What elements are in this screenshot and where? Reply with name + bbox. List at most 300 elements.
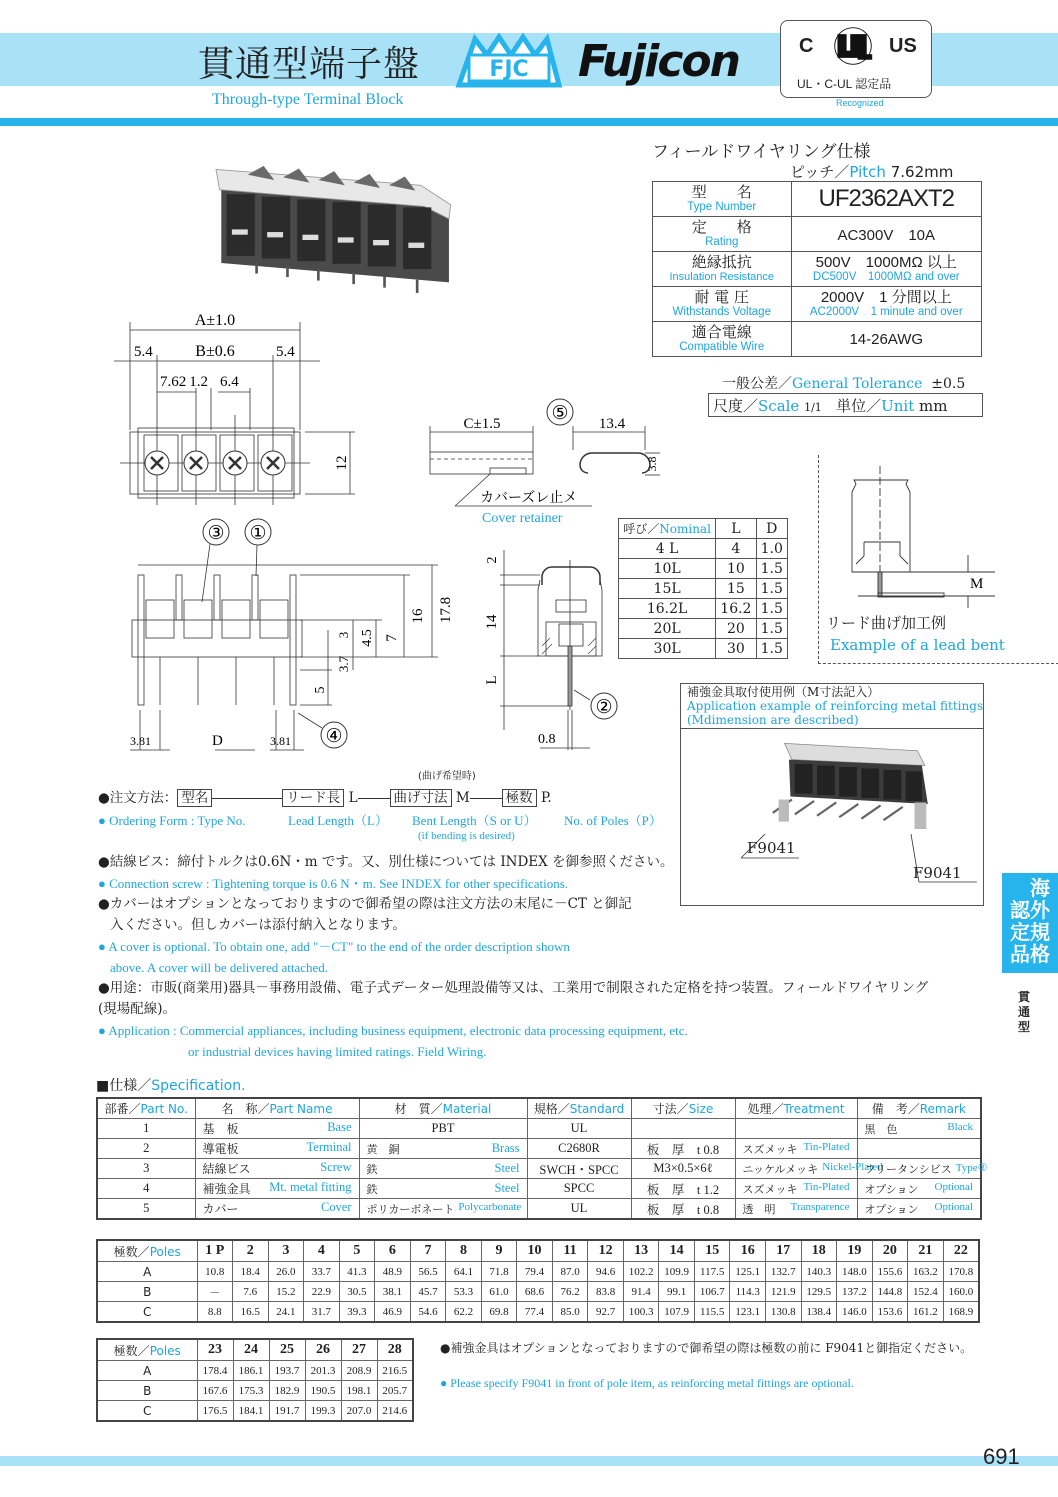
note-application-jp2: (現場配線)。	[98, 1001, 177, 1017]
note-screw-en: ● Connection screw : Tightening torque is 0.6 N・m. See INDEX for other specifications.	[98, 876, 568, 891]
poles-value-cell: 170.8	[943, 1262, 979, 1282]
spec-header-en: Treatment	[783, 1102, 845, 1116]
nominal-cell: 1.5	[756, 559, 787, 579]
fjc-logo-text: FJC	[489, 57, 529, 82]
header-rule	[0, 118, 1058, 126]
ordering-m: M	[455, 790, 470, 806]
spec-value-jp: 鉄	[366, 1162, 378, 1176]
nominal-row	[619, 639, 788, 659]
spec-value: 板 厚 t 0.8	[646, 1202, 720, 1217]
poles-value-cell: 214.6	[377, 1401, 413, 1422]
specification-table	[96, 1097, 988, 1220]
poles-value-cell: 45.7	[410, 1282, 446, 1302]
ordering-en-poles: No. of Poles（P）	[564, 813, 662, 828]
poles-value-cell: 48.9	[375, 1262, 411, 1282]
product-photo	[196, 150, 476, 300]
spec-header-en: Part Name	[269, 1102, 333, 1116]
poles-row-label: B	[97, 1282, 197, 1302]
poles-value-cell: 148.0	[837, 1262, 873, 1282]
spec-cell	[527, 1199, 631, 1220]
spec-value: 板 厚 t 1.2	[646, 1182, 720, 1197]
dim-cover-height: 3.8	[645, 456, 659, 472]
nominal-header-l: L	[716, 519, 756, 539]
poles-header-cell: 1 P	[197, 1240, 233, 1262]
spec-header-jp: 寸法／	[652, 1102, 689, 1116]
poles-header-cell: 5	[339, 1240, 375, 1262]
poles-value-cell: 190.5	[305, 1381, 341, 1401]
notes-section-2	[98, 978, 998, 1062]
spec-header-row	[97, 1098, 981, 1119]
spec-value: UL	[570, 1201, 588, 1215]
poles-table-1	[96, 1239, 980, 1323]
tolerance-en: General Tolerance	[792, 376, 923, 392]
poles-header-cell: 3	[268, 1240, 304, 1262]
application-example-box	[680, 683, 984, 906]
callout-3: ③	[207, 523, 225, 544]
note-application-en: ● Application : Commercial appliances, including business equipment, electronic data processing equipment, etc.	[98, 1023, 688, 1038]
poles-value-cell: 168.9	[943, 1302, 979, 1323]
poles-value-cell: 53.3	[446, 1282, 482, 1302]
spec-cell	[735, 1179, 857, 1199]
front-view-drawing	[110, 510, 460, 760]
poles-header-cell: 15	[694, 1240, 730, 1262]
ordering-en-bent: Bent Length（S or U）	[412, 813, 537, 828]
pitch-value: 7.62mm	[890, 163, 954, 181]
ul-recognized: Recognized	[836, 98, 884, 108]
spec-value-en: Transparence	[790, 1200, 850, 1213]
spec-cell	[857, 1119, 981, 1139]
poles-header-cell: 14	[659, 1240, 695, 1262]
ordering-form-en: ● Ordering Form : Type No. Lead Length（L） Bent Length（S or U） No. of Poles（P） (if bending is desired)	[98, 810, 658, 852]
spec-value-en: Steel	[494, 1180, 520, 1195]
voltage-label-jp: 耐 電 圧	[694, 288, 750, 306]
poles-value-cell: 132.7	[766, 1262, 802, 1282]
voltage-value: 2000V 1 分間以上	[820, 289, 952, 306]
spec-cell	[97, 1199, 195, 1220]
poles-value-cell: 146.0	[837, 1302, 873, 1323]
poles-value-cell: 130.8	[766, 1302, 802, 1323]
page-title: 貫通型端子盤	[198, 44, 421, 85]
spec-cell	[857, 1159, 988, 1179]
spec-value: 2	[143, 1141, 150, 1155]
spec-value-en: Tin-Plated	[803, 1140, 850, 1153]
spec-value: C2680R	[558, 1141, 600, 1155]
poles-value-cell: 115.5	[694, 1302, 730, 1323]
spec-cell	[631, 1119, 735, 1139]
application-example-header	[681, 684, 983, 729]
poles-header-cell: 4	[304, 1240, 340, 1262]
callout-4: ④	[325, 726, 343, 747]
poles-value-cell: 193.7	[269, 1361, 305, 1381]
ordering-box-lead: リード長	[282, 789, 344, 807]
spec-cell	[195, 1199, 359, 1220]
pitch-label	[790, 161, 953, 182]
spec-value: 5	[143, 1201, 150, 1215]
poles-value-cell: 107.9	[659, 1302, 695, 1323]
spec-cell	[631, 1159, 735, 1179]
spec-header-jp: 材 質／	[394, 1102, 443, 1116]
spec-cell	[359, 1179, 527, 1199]
fitting-label-1: F9041	[747, 839, 796, 857]
dim-5: 5	[313, 686, 328, 694]
scale-en: Scale	[758, 397, 800, 415]
cover-retainer-jp: カバーズレ止メ	[480, 490, 578, 506]
ul-us: US	[889, 35, 917, 57]
spec-value-en: Steel	[494, 1160, 520, 1175]
callout-1: ①	[249, 523, 267, 544]
page-subtitle: Through-type Terminal Block	[212, 91, 404, 108]
rating-label-jp: 定 格	[691, 218, 752, 236]
poles-table-2	[96, 1338, 414, 1422]
spec-value-jp: フリータンシビス	[864, 1162, 952, 1176]
spec-cell	[735, 1199, 857, 1220]
spec-cell	[857, 1139, 981, 1159]
nominal-cell: 1.0	[756, 539, 787, 559]
dim-3-7: 3.7	[336, 655, 351, 673]
nominal-header-d: D	[756, 519, 787, 539]
side-tab-line4: 品格	[1010, 942, 1050, 966]
fjc-logo	[455, 33, 563, 88]
dim-b: B±0.6	[195, 343, 235, 360]
spec-value-en: Base	[327, 1120, 352, 1134]
spec-value-jp: スズメッキ	[742, 1142, 798, 1156]
spec-value: 板 厚 t 0.8	[646, 1142, 720, 1157]
spec-value-jp: 補強金具	[202, 1182, 251, 1196]
poles-header-cell: 25	[269, 1339, 305, 1361]
unit-jp: 単位／	[836, 397, 882, 415]
fitting-label-2: F9041	[913, 864, 962, 882]
poles-label-jp: 極数／	[113, 1244, 150, 1259]
unit-value: mm	[919, 397, 948, 415]
poles-value-cell: 178.4	[197, 1361, 233, 1381]
spec-cell	[527, 1179, 631, 1199]
spec-value-jp: カバー	[202, 1202, 239, 1216]
nominal-cell: 20	[716, 619, 756, 639]
poles-value-cell: 69.8	[481, 1302, 517, 1323]
cover-retainer-en: Cover retainer	[482, 511, 563, 526]
poles-value-cell: 99.1	[659, 1282, 695, 1302]
dim-side-2: 2	[485, 556, 500, 564]
lead-bent-drawing	[830, 460, 1000, 610]
poles-value-cell: －	[197, 1282, 233, 1302]
spec-cell	[97, 1159, 195, 1179]
spec-value-en: Polycarbonate	[458, 1200, 522, 1213]
spec-value-en: Black	[947, 1120, 973, 1133]
app-title-en1: Application example of reinforcing metal fittings	[687, 699, 984, 713]
poles-row-label: A	[97, 1262, 197, 1282]
general-tolerance	[722, 373, 965, 393]
poles-value-cell: 175.3	[233, 1381, 269, 1401]
spec-value-jp: オプション	[864, 1182, 919, 1196]
insulation-value: 500V 1000MΩ 以上	[815, 254, 957, 271]
ordering-form-jp	[98, 788, 552, 809]
footer-band	[0, 1456, 1058, 1466]
rating-row-voltage	[653, 287, 982, 322]
poles-value-cell: 117.5	[694, 1262, 730, 1282]
poles-value-cell: 94.6	[588, 1262, 624, 1282]
poles-value-cell: 153.6	[872, 1302, 908, 1323]
poles-value-cell: 39.3	[339, 1302, 375, 1323]
poles-value-cell: 208.9	[341, 1361, 377, 1381]
poles-value-cell: 140.3	[801, 1262, 837, 1282]
side-tab-line3: 定規	[1010, 920, 1050, 944]
poles-header-cell: 10	[517, 1240, 553, 1262]
spec-value-en: Optional	[934, 1180, 973, 1193]
ordering-en-lead: Lead Length（L）	[288, 813, 388, 828]
dim-d: D	[212, 733, 223, 749]
poles-row-c	[97, 1302, 979, 1323]
nominal-row	[619, 619, 788, 639]
spec-value-en: Mt. metal fitting	[269, 1180, 352, 1194]
spec-header-en: Standard	[569, 1102, 625, 1116]
nominal-cell: 10L	[619, 559, 716, 579]
rating-row-wire	[653, 322, 982, 357]
spec-header-jp: 処理／	[747, 1102, 784, 1116]
wire-label-en: Compatible Wire	[679, 341, 765, 353]
lead-bent-m: M	[970, 576, 984, 592]
fitting-note-en: ● Please specify F9041 in front of pole item, as reinforcing metal fittings are optional.	[440, 1376, 854, 1390]
note-cover-en: ● A cover is optional. To obtain one, add "－CT" to the end of the order description shown	[98, 939, 570, 954]
poles-header-cell: 2	[233, 1240, 269, 1262]
dim-cover-width: 13.4	[598, 416, 626, 432]
ordering-box-type: 型名	[177, 789, 212, 807]
poles-header-cell: 13	[623, 1240, 659, 1262]
poles-value-cell: 38.1	[375, 1282, 411, 1302]
dim-height: 12	[334, 455, 350, 471]
poles-value-cell: 184.1	[233, 1401, 269, 1422]
spec-title-jp: ■仕様／	[96, 1078, 152, 1094]
note-cover-jp2: 入ください。但しカバーは添付納入となります。	[110, 917, 406, 933]
poles-value-cell: 62.2	[446, 1302, 482, 1323]
spec-cell	[97, 1179, 195, 1199]
poles-value-cell: 41.3	[339, 1262, 375, 1282]
spec-row	[97, 1159, 981, 1179]
poles-header-cell: 28	[377, 1339, 413, 1361]
voltage-label-en: Withstands Voltage	[672, 306, 771, 318]
poles-value-cell: 125.1	[730, 1262, 766, 1282]
dim-17-8: 17.8	[438, 596, 454, 624]
dim-side-right: 5.4	[276, 344, 295, 360]
poles-value-cell: 186.1	[233, 1361, 269, 1381]
poles-header-row	[97, 1240, 979, 1262]
poles-header-cell: 21	[908, 1240, 944, 1262]
rating-value: AC300V 10A	[791, 217, 981, 252]
dim-side-left: 5.4	[134, 344, 153, 360]
insulation-value-en: DC500V 1000MΩ and over	[812, 271, 960, 283]
spec-header-en: Material	[442, 1102, 492, 1116]
bullet: ●	[98, 790, 110, 806]
note-cover-en2: above. A cover will be delivered attached.	[110, 960, 329, 975]
poles-value-cell: 10.8	[197, 1262, 233, 1282]
spec-cell	[195, 1159, 359, 1179]
spec-value-en: Cover	[320, 1200, 352, 1214]
poles-row-c	[97, 1401, 413, 1422]
poles-value-cell: 16.5	[233, 1302, 269, 1323]
poles-header-cell: 17	[766, 1240, 802, 1262]
spec-cell	[527, 1159, 631, 1179]
poles-row-b	[97, 1381, 413, 1401]
poles-value-cell: 207.0	[341, 1401, 377, 1422]
poles-header-cell: 6	[375, 1240, 411, 1262]
poles-row-a	[97, 1361, 413, 1381]
poles-value-cell: 26.0	[268, 1262, 304, 1282]
type-label-en: Type Number	[687, 201, 757, 213]
spec-row	[97, 1179, 981, 1199]
ordering-lead-jp: 注文方法：	[109, 790, 178, 806]
spec-value-en: Type②	[955, 1161, 988, 1174]
tolerance-value: ±0.5	[931, 376, 966, 392]
spec-value-jp: 黒 色	[864, 1122, 898, 1136]
spec-cell	[195, 1179, 359, 1199]
pitch-jp: ピッチ／	[790, 163, 850, 181]
poles-value-cell: 46.9	[375, 1302, 411, 1323]
spec-value: SWCH・SPCC	[539, 1162, 619, 1177]
poles-value-cell: 152.4	[908, 1282, 944, 1302]
spec-row	[97, 1139, 981, 1159]
pitch-en: Pitch	[849, 163, 886, 181]
spec-value: 3	[143, 1161, 150, 1175]
dim-3: 3	[336, 631, 351, 639]
fitting-note-jp: ●補強金具はオプションとなっておりますので御希望の際は極数の前に F9041と御指定ください。	[440, 1341, 973, 1355]
nominal-cell: 30	[716, 639, 756, 659]
poles-value-cell: 160.0	[943, 1282, 979, 1302]
poles-value-cell: 22.9	[304, 1282, 340, 1302]
poles-header-cell: 9	[481, 1240, 517, 1262]
spec-cell	[97, 1139, 195, 1159]
poles-row-label: C	[97, 1302, 197, 1323]
wire-value: 14-26AWG	[791, 322, 981, 357]
spec-title-en: Specification.	[151, 1078, 246, 1094]
side-tab-sub: 貫通型	[1018, 990, 1031, 1034]
spec-cell	[359, 1139, 527, 1159]
poles-value-cell: 155.6	[872, 1262, 908, 1282]
poles-header-cell: 27	[341, 1339, 377, 1361]
spec-value-jp: 結線ビス	[202, 1162, 251, 1176]
rating-label-en: Rating	[705, 236, 739, 248]
nominal-cell: 4 L	[619, 539, 716, 559]
scale-unit-box	[708, 393, 983, 417]
poles-header-cell: 18	[801, 1240, 837, 1262]
nominal-cell: 1.5	[756, 579, 787, 599]
poles-header-row	[97, 1339, 413, 1361]
poles-value-cell: 137.2	[837, 1282, 873, 1302]
poles-value-cell: 56.5	[410, 1262, 446, 1282]
nominal-cell: 1.5	[756, 599, 787, 619]
poles-value-cell: 68.6	[517, 1282, 553, 1302]
rating-row-insulation	[653, 252, 982, 287]
spec-value: UL	[570, 1121, 588, 1135]
spec-value-en: Brass	[491, 1140, 520, 1155]
spec-value: 1	[143, 1121, 150, 1135]
nominal-row	[619, 559, 788, 579]
spec-cell	[631, 1179, 735, 1199]
spec-header-en: Part No.	[140, 1102, 188, 1116]
poles-label-en: Poles	[149, 1343, 181, 1358]
application-example-photo	[741, 736, 961, 832]
poles-value-cell: 61.0	[481, 1282, 517, 1302]
note-application-en2: or industrial devices having limited ratings. Field Wiring.	[188, 1044, 487, 1059]
spec-value-en: Optional	[934, 1200, 973, 1213]
spec-value: M3×0.5×6ℓ	[653, 1161, 713, 1175]
spec-value-jp: スズメッキ	[742, 1182, 798, 1196]
spec-cell	[527, 1119, 631, 1139]
poles-value-cell: 163.2	[908, 1262, 944, 1282]
poles-row-label: B	[97, 1381, 197, 1401]
type-label-jp: 型 名	[691, 183, 752, 201]
poles-value-cell: 106.7	[694, 1282, 730, 1302]
spec-header-jp: 備 考／	[871, 1102, 920, 1116]
poles-value-cell: 102.2	[623, 1262, 659, 1282]
lead-bent-en: Example of a lead bent	[830, 636, 1005, 654]
poles-value-cell: 31.7	[304, 1302, 340, 1323]
poles-row-label: A	[97, 1361, 197, 1381]
dim-gap: 1.2	[189, 374, 208, 390]
spec-value-jp: 黄 銅	[366, 1142, 400, 1156]
nominal-table	[618, 518, 788, 659]
poles-value-cell: 201.3	[305, 1361, 341, 1381]
nominal-row	[619, 599, 788, 619]
insulation-label-jp: 絶縁抵抗	[691, 253, 752, 271]
poles-value-cell: 7.6	[233, 1282, 269, 1302]
spec-value-jp: 導電板	[202, 1142, 239, 1156]
spec-cell	[359, 1119, 527, 1139]
poles-value-cell: 79.4	[517, 1262, 553, 1282]
dim-4-5: 4.5	[360, 629, 375, 647]
poles-value-cell: 8.8	[197, 1302, 233, 1323]
poles-header-cell: 16	[730, 1240, 766, 1262]
poles-header-cell: 19	[837, 1240, 873, 1262]
nominal-cell: 1.5	[756, 639, 787, 659]
nominal-cell: 15	[716, 579, 756, 599]
poles-value-cell: 199.3	[305, 1401, 341, 1422]
spec-cell	[735, 1139, 857, 1159]
poles-row-label: C	[97, 1401, 197, 1422]
spec-value: SPCC	[563, 1181, 595, 1195]
spec-header-en: Remark	[919, 1102, 966, 1116]
poles-value-cell: 83.8	[588, 1282, 624, 1302]
page-number: 691	[983, 1444, 1020, 1469]
poles-value-cell: 77.4	[517, 1302, 553, 1323]
insulation-label-en: Insulation Resistance	[669, 271, 775, 283]
nominal-cell: 1.5	[756, 619, 787, 639]
note-screw-jp: ●結線ビス：締付トルクは0.6N・m です。又、別仕様については INDEX を御参照ください。	[98, 854, 674, 870]
scale-value: 1/1	[804, 401, 822, 414]
spec-value-en: Screw	[320, 1160, 352, 1174]
poles-value-cell: 54.6	[410, 1302, 446, 1323]
ordering-box-bend: 曲げ寸法	[390, 789, 452, 807]
spec-cell	[195, 1139, 359, 1159]
poles-value-cell: 33.7	[304, 1262, 340, 1282]
ul-line: UL・C-UL 認定品	[797, 77, 892, 91]
side-tab-line2: 認外	[1010, 898, 1050, 922]
poles-header-cell: 11	[552, 1240, 588, 1262]
poles-value-cell: 144.8	[872, 1282, 908, 1302]
specification-title	[96, 1078, 246, 1095]
spec-value-en: Terminal	[306, 1140, 352, 1154]
poles-value-cell: 167.6	[197, 1381, 233, 1401]
dim-a: A±1.0	[194, 312, 236, 329]
spec-cell	[359, 1159, 527, 1179]
rating-row-rating	[653, 217, 982, 252]
voltage-value-en: AC2000V 1 minute and over	[809, 306, 963, 318]
poles-value-cell: 216.5	[377, 1361, 413, 1381]
nominal-cell: 30L	[619, 639, 716, 659]
poles-value-cell: 64.1	[446, 1262, 482, 1282]
spec-value-en: Tin-Plated	[803, 1180, 850, 1193]
ul-logo-icon	[821, 25, 885, 67]
side-tab-overseas[interactable]	[1002, 873, 1058, 973]
poles-header-cell: 26	[305, 1339, 341, 1361]
